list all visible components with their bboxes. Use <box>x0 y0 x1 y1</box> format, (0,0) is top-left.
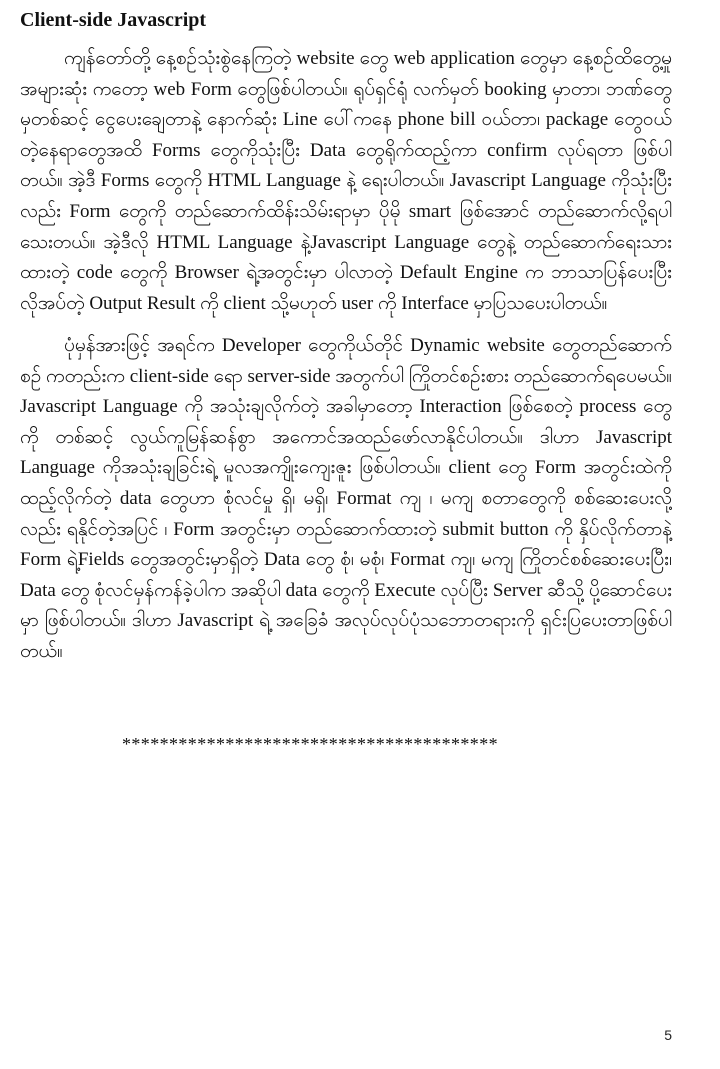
asterisk-separator: **************************************** <box>122 734 498 754</box>
page-number: 5 <box>664 1027 672 1043</box>
page-title: Client-side Javascript <box>20 9 207 31</box>
body-paragraph: ပုံမှန်အားဖြင့် အရင်က Developer တွေကိုယ်တိုင် Dynamic website တွေတည်ဆောက်စဉ် ကတည်းက client-side ရော server-side အတွက်ပါ ကြိုတင်စဉ်းစား တည်ဆောက်ရပေမယ်။ Javascript Language ကို အသုံးချလိုက်တဲ့ အခါမှာတော့ Interaction ဖြစ်စေတဲ့ process တွေကို တစ်ဆင့် လွယ်ကူမြန်ဆန်စွာ အကောင်အထည်ဖော်လာနိုင်ပါတယ်။ ဒါဟာ Javascript Language ကိုအသုံးချခြင်းရဲ့ မူလအကျိုးကျေးဇူး ဖြစ်ပါတယ်။ client တွေ Form အတွင်းထဲကို ထည့်လိုက်တဲ့ data တွေဟာ စုံလင်မှု ရှိ၊ မရှိ၊ Format ကျ ၊ မကျ စတာတွေကို စစ်ဆေးပေးလို့လည်း ရနိုင်တဲ့အပြင် ၊ Form အတွင်းမှာ တည်ဆောက်ထားတဲ့ submit button ကို နှိပ်လိုက်တာနဲ့ Form ရဲ့Fields တွေအတွင်းမှာရှိတဲ့ Data တွေ စုံ၊ မစုံ၊ Format ကျ၊ မကျ ကြိုတင်စစ်ဆေးပေးပြီး၊ Data တွေ စုံလင်မှန်ကန်ခဲ့ပါက အဆိုပါ data တွေကို Execute လုပ်ပြီး Server ဆီသို့ ပို့ဆောင်ပေးမှာ ဖြစ်ပါတယ်။ ဒါဟာ Javascript ရဲ့ အခြေခံ အလုပ်လုပ်ပုံသဘောတရားကို ရှင်းပြပေးတာဖြစ်ပါတယ်။ <box>20 335 672 662</box>
body-paragraph: ကျန်တော်တို့ နေ့စဉ်သုံးစွဲနေကြတဲ့ website တွေ web application တွေမှာ နေ့စဉ်ထိတွေ့မှု အများဆုံး ကတော့ web Form တွေဖြစ်ပါတယ်။ ရုပ်ရှင်ရုံ လက်မှတ် booking မှာတာ၊ ဘဏ်တွေမှတစ်ဆင့် ငွေပေးချေတာနဲ့ နောက်ဆုံး Line ပေါ်ကနေ phone bill ဝယ်တာ၊ package တွေဝယ်တဲ့နေရာတွေအထိ Forms တွေကိုသုံးပြီး Data တွေရိုက်ထည့်ကာ confirm လုပ်ရတာ ဖြစ်ပါတယ်။ အဲ့ဒီ Forms တွေကို HTML Language နဲ့ ရေးပါတယ်။ Javascript Language ကိုသုံးပြီးလည်း Form တွေကို တည်ဆောက်ထိန်းသိမ်းရာမှာ ပိုမို smart ဖြစ်အောင် တည်ဆောက်လို့ရပါသေးတယ်။ အဲ့ဒီလို HTML Language နဲ့Javascript Language တွေနဲ့ တည်ဆောက်ရေးသားထားတဲ့ code တွေကို Browser ရဲ့အတွင်းမှာ ပါလာတဲ့ Default Engine က ဘာသာပြန်ပေးပြီး လိုအပ်တဲ့ Output Result ကို client သို့မဟုတ် user ကို Interface မှာပြသပေးပါတယ်။ <box>20 48 672 314</box>
